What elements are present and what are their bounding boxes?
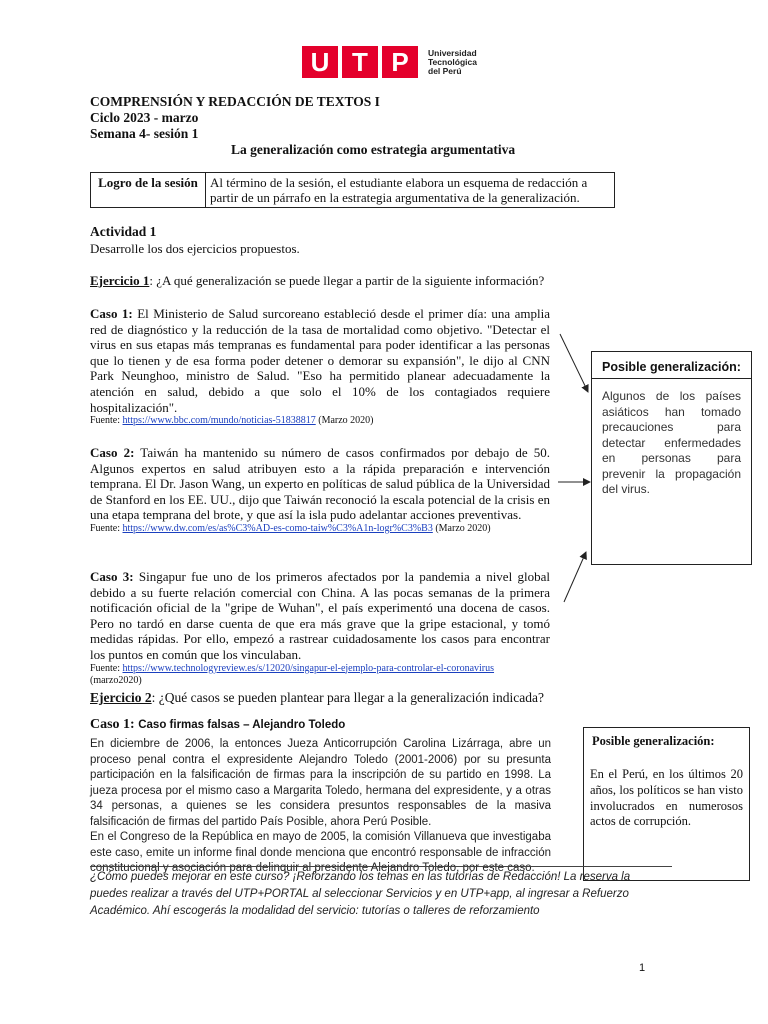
session-title: La generalización como estrategia argumentativa: [231, 142, 516, 157]
case-2-label: Caso 2:: [90, 445, 135, 460]
exercise-2-heading: [90, 690, 544, 706]
week-label: Semana 4- sesión 1: [90, 126, 199, 141]
logo-letter-u: U: [302, 46, 338, 78]
activity-title: Actividad 1: [90, 224, 157, 239]
cycle-label: Ciclo 2023 - marzo: [90, 110, 199, 125]
exercise-2-case-title: Caso firmas falsas – Alejandro Toledo: [138, 719, 346, 731]
case-1-text: El Ministerio de Salud surcoreano estableció desde el primer día: una amplia red de diagnóstico y la reducción de la tasa de mortalidad como objetivo. "Detectar el virus en sus etapas más tempranas es fundamental para poder identificar a las personas que lo tienen y de esa forma poder detener o demorar su expansión", le dijo al CNN Park Neunghoo, ministro de Salud. "Eso ha permitido planear adecuadamente la atención en salud, debido a que solo el 10% de los contagiados requiere hospitalización".: [90, 306, 551, 415]
case-3-source-link[interactable]: https://www.technologyreview.es/s/12020/singapur-el-ejemplo-para-controlar-el-coronavirus: [122, 662, 495, 674]
case-1-label: Caso 1:: [90, 306, 133, 321]
logo-letter-t: T: [342, 46, 378, 78]
case-2-text: Taiwán ha mantenido su número de casos confirmados por debajo de 50. Algunos expertos en salud atribuyen esto a la rápida preparación e intervención temprana. El Dr. Jason Wang, un experto en políticas de salud pública de la Universidad de Stanford en los EE. UU., dijo que Taiwán reconoció la escala potencial de la crisis en una etapa temprana del brote, y que así la isla pudo adelantar acciones preventivas.: [90, 445, 551, 523]
exercise-2-case-label: Caso 1:: [90, 717, 135, 732]
exercise-2-label: Ejercicio 2: [90, 690, 152, 705]
case-2-source-link[interactable]: https://www.dw.com/es/as%C3%AD-es-como-taiw%C3%A1n-logr%C3%B3: [122, 522, 433, 534]
case-3-source: Fuente: https://www.technologyreview.es/s/12020/singapur-el-ejemplo-para-controlar-el-coronavirus (marzo2020): [90, 662, 495, 686]
exercise-2-question: : ¿Qué casos se pueden plantear para llegar a la generalización indicada?: [151, 690, 545, 705]
utp-logo: [302, 45, 477, 79]
case-1: [90, 306, 550, 427]
generalization-box-2-body: En el Perú, en los últimos 20 años, los políticos se han visto involucrados en numerosos actos de corrupción.: [590, 767, 743, 829]
case-3: [90, 569, 550, 687]
arrow-case-3: [564, 552, 586, 602]
exercise-2-case-heading: [90, 717, 345, 733]
exercise-1-heading: [90, 273, 544, 289]
generalization-box-1: [591, 351, 752, 565]
exercise-1-question: : ¿A qué generalización se puede llegar a partir de la siguiente información?: [149, 273, 545, 288]
exercise-1-label: Ejercicio 1: [90, 273, 150, 288]
course-title: COMPRENSIÓN Y REDACCIÓN DE TEXTOS I: [90, 94, 380, 109]
exercise-2-case-text: [90, 737, 551, 877]
case-3-label: Caso 3:: [90, 569, 134, 584]
generalization-box-1-title: Posible generalización:: [592, 352, 751, 379]
footer-note: ¿Cómo puedes mejorar en este curso? ¡Reforzando los temas en las tutorías de Redacción! La reserva la puedes realizar a través del UTP+PORTAL al seleccionar Servicios y en UTP+app, al ingresar a Refuerzo Académico. Ahí escogerás la modalidad del servicio: tutorías o talleres de reforzamiento: [90, 871, 631, 917]
generalization-box-1-body: Algunos de los países asiáticos han tomado precauciones para detectar enfermedades en personas para prevenir la propagación del virus.: [602, 389, 741, 496]
case-2-source: Fuente: https://www.dw.com/es/as%C3%AD-es-como-taiw%C3%A1n-logr%C3%B3 (Marzo 2020): [90, 522, 491, 534]
page-number: 1: [639, 962, 646, 974]
logo-university-name: Universidad Tecnológica del Perú: [428, 47, 477, 76]
logro-text: Al término de la sesión, el estudiante elabora un esquema de redacción a partir de un párrafo en la estrategia argumentativa de la generalización.: [206, 173, 615, 208]
case-1-source-link[interactable]: https://www.bbc.com/mundo/noticias-51838817: [122, 415, 316, 427]
logro-label: Logro de la sesión: [91, 173, 206, 208]
case-3-text: Singapur fue uno de los primeros afectados por la pandemia a nivel global debido a su fuerte relación comercial con China. A las pocas semanas de la primera notificación oficial de la "gripe de Wuhan", el país experimentó una docena de casos. Pero no tardó en darse cuenta de que era más grave que la gripe estacional, y tomó medidas rápidas. Por ello, empezó a rastrear cuidadosamente los casos para encontrar los puntos en común que los vinculaban.: [90, 569, 550, 662]
exercise-2-paragraph-1: En diciembre de 2006, la entonces Jueza Anticorrupción Carolina Lizárraga, abre un proceso penal contra el expresidente Alejandro Toledo (2001-2006) por su presunta participación en la falsificación de firmas para la inscripción de su partido en 1998. La jueza procesa por el mismo caso a Margarita Toledo, hermana del expresidente, y a otras 34 personas, a quienes se les considera presuntos responsables de la masiva falsificación de firmas del partido País Posible, ahora Perú Posible.: [90, 738, 551, 828]
logo-letter-p: P: [382, 46, 418, 78]
generalization-box-2-title: Posible generalización:: [592, 734, 715, 748]
case-1-source: Fuente: https://www.bbc.com/mundo/noticias-51838817 (Marzo 2020): [90, 415, 374, 427]
exercise-2-paragraph-2: En el Congreso de la República en mayo de 2005, la comisión Villanueva que investigaba este caso, emite un informe final donde menciona que encontró responsable de infracción constitucional y asociación para delinquir al presidente Alejandro Toledo, por este caso.: [90, 831, 551, 874]
case-2: [90, 445, 550, 535]
generalization-box-2: [583, 727, 750, 881]
logro-table: [90, 172, 615, 208]
footer-divider: [90, 866, 672, 867]
activity-instruction: Desarrolle los dos ejercicios propuestos.: [90, 241, 300, 256]
arrow-case-1: [560, 334, 588, 392]
